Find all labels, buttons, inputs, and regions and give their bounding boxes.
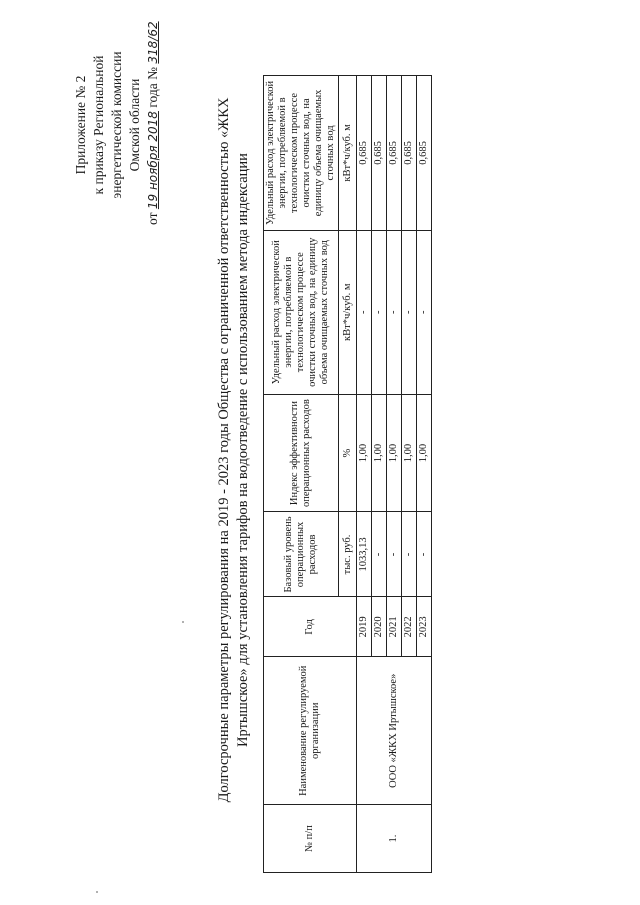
cell-elec-1: - [402, 230, 417, 394]
header-org: Наименование регулируемой организации [264, 657, 357, 805]
unit-index: % [339, 394, 357, 512]
header-year: Год [264, 597, 357, 657]
cell-elec-1: - [357, 230, 372, 394]
unit-elec-1: кВт*ч/куб. м [339, 230, 357, 394]
cell-elec-2: 0,685 [357, 76, 372, 231]
cell-elec-2: 0,685 [402, 76, 417, 231]
table-header-row [264, 76, 339, 873]
appendix-title: Приложение № 2 [73, 75, 88, 175]
header-base-opex: Базовый уровень операционных расходов [264, 512, 339, 597]
cell-elec-1: - [372, 230, 387, 394]
cell-year: 2020 [372, 597, 387, 657]
cell-base: - [402, 512, 417, 597]
cell-index: 1,00 [402, 394, 417, 512]
handwritten-date: 19 ноября 2018 [146, 111, 160, 210]
title-line-2: Иртышское» для установления тарифов на водоотведение с использованием метода индексации [235, 153, 251, 747]
cell-base: - [417, 512, 432, 597]
cell-index: 1,00 [357, 394, 372, 512]
table-row [357, 76, 372, 873]
appendix-block [72, 21, 162, 225]
cell-elec-1: - [417, 230, 432, 394]
cell-index: 1,00 [417, 394, 432, 512]
organization-name: ООО «ЖКХ Иртышское» [357, 657, 432, 805]
header-electricity-2: Удельный расход электрической энергии, потребляемой в технологическом процессе очистки сточных вод, на единицу объема очищаемых сточных вод [264, 76, 339, 231]
date-suffix: года № [145, 66, 160, 108]
handwritten-order-number: 318/62 [146, 21, 160, 64]
cell-base: - [372, 512, 387, 597]
cell-elec-2: 0,685 [387, 76, 402, 231]
header-num: № п/п [264, 805, 357, 873]
scan-speck [182, 621, 184, 623]
scan-speck [96, 891, 98, 893]
cell-elec-1: - [387, 230, 402, 394]
cell-index: 1,00 [387, 394, 402, 512]
cell-index: 1,00 [372, 394, 387, 512]
cell-elec-2: 0,685 [372, 76, 387, 231]
cell-year: 2023 [417, 597, 432, 657]
header-efficiency-index: Индекс эффективности операционных расходов [264, 394, 339, 512]
appendix-region: Омской области [127, 78, 142, 172]
appendix-order-ref: к приказу Региональной [91, 55, 106, 195]
unit-elec-2: кВт*ч/куб. м [339, 76, 357, 231]
row-number: 1. [357, 805, 432, 873]
document-title [215, 70, 253, 830]
cell-elec-2: 0,685 [417, 76, 432, 231]
date-prefix: от [145, 212, 160, 225]
cell-base: - [387, 512, 402, 597]
unit-base: тыс. руб. [339, 512, 357, 597]
cell-year: 2019 [357, 597, 372, 657]
appendix-commission: энергетической комиссии [109, 51, 124, 199]
appendix-date-line [144, 21, 162, 225]
header-electricity-1: Удельный расход электрической энергии, потребляемой в технологическом процессе очистки сточных вод, на единицу объема очищаемых сточных вод [264, 230, 339, 394]
cell-base: 1033,13 [357, 512, 372, 597]
cell-year: 2021 [387, 597, 402, 657]
parameters-table [263, 75, 432, 873]
cell-year: 2022 [402, 597, 417, 657]
title-line-1: Долгосрочные параметры регулирования на 2019 - 2023 годы Общества с ограниченной ответственностью «ЖКХ [216, 97, 232, 803]
